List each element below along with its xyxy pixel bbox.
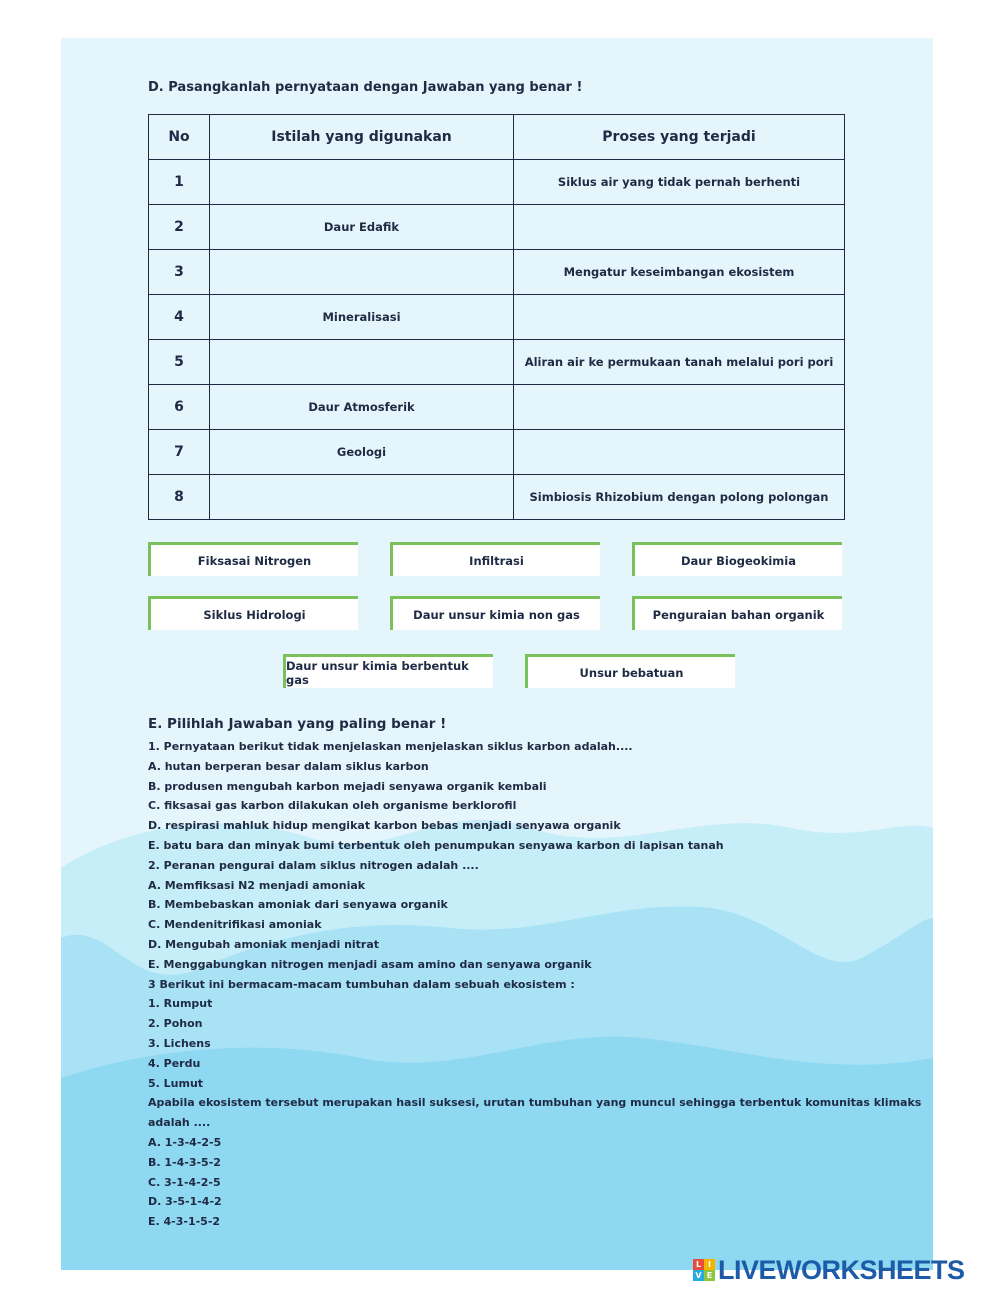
worksheet-page: [61, 38, 933, 1270]
answer-option-daur-non-gas[interactable]: Daur unsur kimia non gas: [390, 596, 600, 630]
logo-mark-icon: [693, 1259, 715, 1281]
row-number: 8: [149, 475, 210, 520]
answer-choice[interactable]: C. Mendenitrifikasi amoniak: [148, 918, 322, 932]
answer-choice[interactable]: D. respirasi mahluk hidup mengikat karbon bebas menjadi senyawa organik: [148, 819, 621, 833]
process-cell[interactable]: Siklus air yang tidak pernah berhenti: [514, 160, 845, 205]
answer-choice[interactable]: B. 1-4-3-5-2: [148, 1155, 221, 1169]
row-number: 2: [149, 205, 210, 250]
term-cell[interactable]: [210, 475, 514, 520]
answer-choice[interactable]: A. Memfiksasi N2 menjadi amoniak: [148, 878, 366, 892]
answer-option-unsur-bebatuan[interactable]: Unsur bebatuan: [525, 654, 735, 688]
list-item: 1. Rumput: [148, 997, 213, 1011]
process-cell[interactable]: [514, 295, 845, 340]
process-cell[interactable]: [514, 430, 845, 475]
process-cell[interactable]: Simbiosis Rhizobium dengan polong polongan: [514, 475, 845, 520]
header-process: Proses yang terjadi: [514, 115, 845, 160]
process-cell[interactable]: Mengatur keseimbangan ekosistem: [514, 250, 845, 295]
term-cell[interactable]: [210, 250, 514, 295]
table-row: [149, 385, 845, 430]
question-text: 3 Berikut ini bermacam-macam tumbuhan dalam sebuah ekosistem :: [148, 977, 575, 991]
term-cell[interactable]: [210, 340, 514, 385]
answer-choice[interactable]: C. 3-1-4-2-5: [148, 1175, 221, 1189]
answer-option-infiltrasi[interactable]: Infiltrasi: [390, 542, 600, 576]
question-text: 1. Pernyataan berikut tidak menjelaskan menjelaskan siklus karbon adalah....: [148, 740, 633, 753]
list-item: 2. Pohon: [148, 1017, 203, 1031]
term-cell[interactable]: Mineralisasi: [210, 295, 514, 340]
answer-option-fiksasi-nitrogen[interactable]: Fiksasai Nitrogen: [148, 542, 358, 576]
answer-choice[interactable]: B. Membebaskan amoniak dari senyawa organik: [148, 898, 448, 912]
table-header-row: [149, 115, 845, 160]
section-e-title: E. Pilihlah Jawaban yang paling benar !: [148, 716, 447, 732]
term-cell[interactable]: Geologi: [210, 430, 514, 475]
row-number: 5: [149, 340, 210, 385]
answer-choice[interactable]: A. hutan berperan besar dalam siklus karbon: [148, 759, 429, 773]
logo-text: LIVEWORKSHEETS: [718, 1254, 965, 1285]
logo-mark-letter: E: [704, 1270, 715, 1281]
term-cell[interactable]: [210, 160, 514, 205]
answer-option-siklus-hidrologi[interactable]: Siklus Hidrologi: [148, 596, 358, 630]
process-cell[interactable]: [514, 385, 845, 430]
table-row: [149, 430, 845, 475]
answer-choice[interactable]: B. produsen mengubah karbon mejadi senyawa organik kembali: [148, 779, 547, 793]
row-number: 6: [149, 385, 210, 430]
answer-option-daur-gas[interactable]: Daur unsur kimia berbentuk gas: [283, 654, 493, 688]
question-text: 2. Peranan pengurai dalam siklus nitrogen adalah ....: [148, 858, 479, 872]
answer-option-penguraian-bahan-organik[interactable]: Penguraian bahan organik: [632, 596, 842, 630]
list-item: 4. Perdu: [148, 1056, 201, 1070]
logo-mark-letter: V: [693, 1270, 704, 1281]
section-d-title: D. Pasangkanlah pernyataan dengan Jawaban yang benar !: [148, 80, 583, 95]
answer-choice[interactable]: A. 1-3-4-2-5: [148, 1135, 222, 1149]
process-cell[interactable]: [514, 205, 845, 250]
answer-choice[interactable]: E. batu bara dan minyak bumi terbentuk oleh penumpukan senyawa karbon di lapisan tanah: [148, 838, 724, 852]
row-number: 3: [149, 250, 210, 295]
logo-mark-letter: L: [693, 1259, 704, 1270]
multiple-choice-questions: [148, 737, 922, 1232]
term-cell[interactable]: Daur Edafik: [210, 205, 514, 250]
row-number: 1: [149, 160, 210, 205]
question-text: Apabila ekosistem tersebut merupakan hasil suksesi, urutan tumbuhan yang muncul sehingga terbentuk komunitas klimaks: [148, 1096, 922, 1110]
answer-choice[interactable]: E. 4-3-1-5-2: [148, 1215, 221, 1229]
table-row: [149, 205, 845, 250]
table-row: [149, 250, 845, 295]
term-cell[interactable]: Daur Atmosferik: [210, 385, 514, 430]
answer-choice[interactable]: D. 3-5-1-4-2: [148, 1195, 222, 1209]
answer-choice[interactable]: E. Menggabungkan nitrogen menjadi asam amino dan senyawa organik: [148, 957, 592, 971]
table-row: [149, 160, 845, 205]
matching-table: [148, 114, 845, 520]
table-row: [149, 340, 845, 385]
process-cell[interactable]: Aliran air ke permukaan tanah melalui pori pori: [514, 340, 845, 385]
table-row: [149, 295, 845, 340]
header-term: Istilah yang digunakan: [210, 115, 514, 160]
row-number: 7: [149, 430, 210, 475]
liveworksheets-logo[interactable]: [693, 1255, 965, 1285]
header-no: No: [149, 115, 210, 160]
list-item: 3. Lichens: [148, 1036, 211, 1050]
list-item: 5. Lumut: [148, 1076, 204, 1090]
logo-mark-letter: I: [704, 1259, 715, 1270]
table-row: [149, 475, 845, 520]
answer-choice[interactable]: C. fiksasai gas karbon dilakukan oleh organisme berklorofil: [148, 799, 517, 813]
question-text: adalah ....: [148, 1116, 211, 1130]
row-number: 4: [149, 295, 210, 340]
answer-option-daur-biogeokimia[interactable]: Daur Biogeokimia: [632, 542, 842, 576]
answer-choice[interactable]: D. Mengubah amoniak menjadi nitrat: [148, 937, 380, 951]
